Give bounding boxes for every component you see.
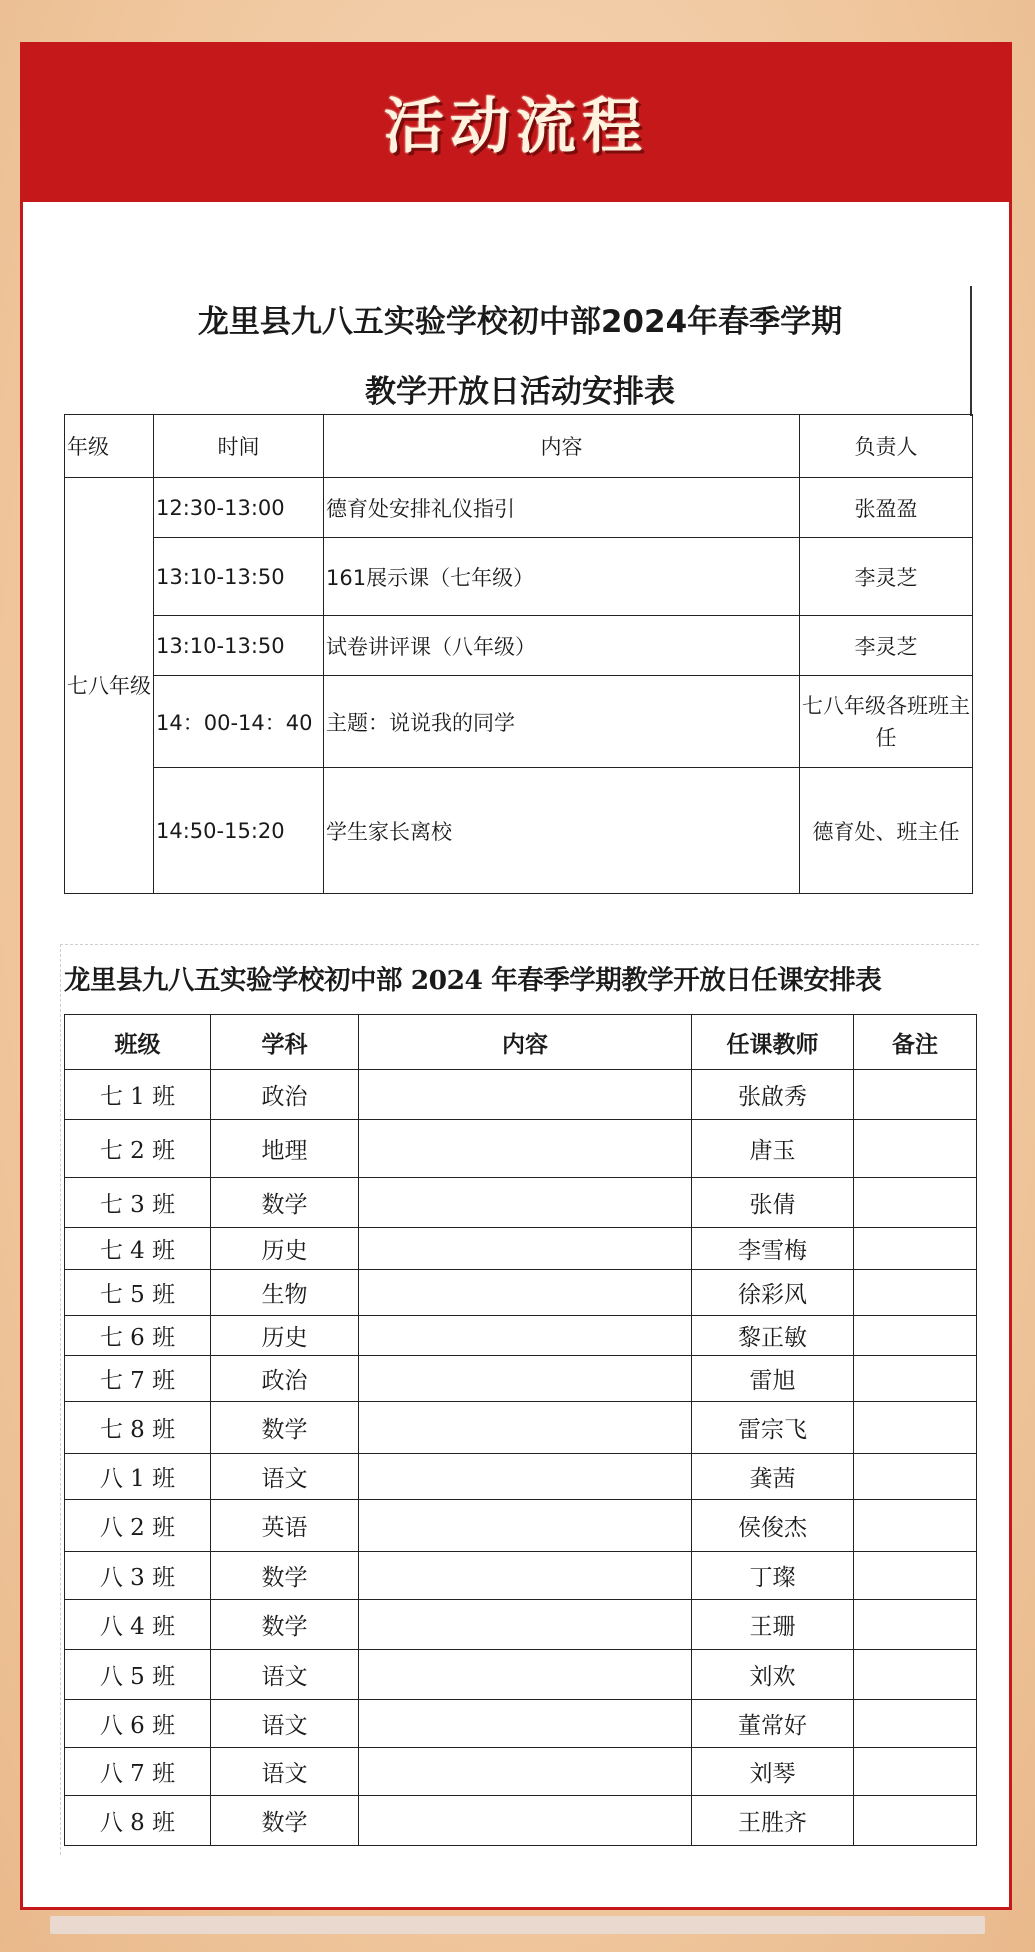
table2-row <box>65 1700 977 1748</box>
table2-teacher: 黎正敏 <box>692 1316 854 1356</box>
table2-row <box>65 1454 977 1500</box>
table2-class: 八 3 班 <box>65 1552 211 1600</box>
table2-class: 八 4 班 <box>65 1600 211 1650</box>
banner <box>20 42 1012 202</box>
table2-content <box>359 1070 692 1120</box>
table2-subject: 语文 <box>211 1650 359 1700</box>
table2-teacher: 丁璨 <box>692 1552 854 1600</box>
table2-teacher: 张倩 <box>692 1178 854 1228</box>
table1-title-line2: 教学开放日活动安排表 <box>365 374 675 410</box>
table2-note <box>854 1552 977 1600</box>
banner-title: 活动流程 <box>384 92 648 162</box>
table1-header-grade: 年级 <box>65 415 154 478</box>
table1-person: 七八年级各班班主任 <box>800 676 973 768</box>
table1-time: 14:50-15:20 <box>154 768 324 894</box>
table2-content <box>359 1500 692 1552</box>
activity-schedule-table <box>64 414 973 894</box>
table2-row <box>65 1402 977 1454</box>
table2-note <box>854 1500 977 1552</box>
table2-teacher: 李雪梅 <box>692 1228 854 1270</box>
table2-class: 七 1 班 <box>65 1070 211 1120</box>
table2-row <box>65 1356 977 1402</box>
table2-note <box>854 1454 977 1500</box>
table2-teacher: 刘琴 <box>692 1748 854 1796</box>
table2-teacher: 龚茜 <box>692 1454 854 1500</box>
table2-note <box>854 1356 977 1402</box>
table2-title: 龙里县九八五实验学校初中部 2024 年春季学期教学开放日任课安排表 <box>64 965 882 996</box>
table2-class: 八 2 班 <box>65 1500 211 1552</box>
table2-class: 七 8 班 <box>65 1402 211 1454</box>
table1-header-content: 内容 <box>324 415 800 478</box>
table2-header-class: 班级 <box>65 1015 211 1070</box>
table2-subject: 历史 <box>211 1228 359 1270</box>
table2-header-teacher: 任课教师 <box>692 1015 854 1070</box>
table2-content <box>359 1796 692 1846</box>
table2-class: 七 5 班 <box>65 1270 211 1316</box>
table2-content <box>359 1700 692 1748</box>
table1-header-row <box>65 415 973 478</box>
table2-teacher: 雷旭 <box>692 1356 854 1402</box>
table1-time: 12:30-13:00 <box>154 478 324 538</box>
table2-note <box>854 1120 977 1178</box>
table2-class: 八 8 班 <box>65 1796 211 1846</box>
table2-note <box>854 1650 977 1700</box>
table2-subject: 数学 <box>211 1552 359 1600</box>
table2-row <box>65 1316 977 1356</box>
table2-note <box>854 1796 977 1846</box>
table2-teacher: 侯俊杰 <box>692 1500 854 1552</box>
table2-teacher: 雷宗飞 <box>692 1402 854 1454</box>
table2-note <box>854 1700 977 1748</box>
table2-content <box>359 1270 692 1316</box>
table2-subject: 历史 <box>211 1316 359 1356</box>
table2-row <box>65 1120 977 1178</box>
table2-teacher: 王珊 <box>692 1600 854 1650</box>
table2-note <box>854 1178 977 1228</box>
table2-note <box>854 1748 977 1796</box>
table2-content <box>359 1552 692 1600</box>
table1-person: 李灵芝 <box>800 616 973 676</box>
table2-header-note: 备注 <box>854 1015 977 1070</box>
table1-person: 德育处、班主任 <box>800 768 973 894</box>
table1-content: 学生家长离校 <box>324 768 800 894</box>
table2-row <box>65 1228 977 1270</box>
table2-row <box>65 1178 977 1228</box>
table2-class: 七 3 班 <box>65 1178 211 1228</box>
table1-time: 14：00-14：40 <box>154 676 324 768</box>
table2-note <box>854 1070 977 1120</box>
table2-teacher: 刘欢 <box>692 1650 854 1700</box>
table1-person: 李灵芝 <box>800 538 973 616</box>
table2-content <box>359 1600 692 1650</box>
table2-subject: 地理 <box>211 1120 359 1178</box>
table1-time: 13:10-13:50 <box>154 616 324 676</box>
table2-subject: 数学 <box>211 1600 359 1650</box>
table2-teacher: 张啟秀 <box>692 1070 854 1120</box>
bottom-strip <box>50 1916 985 1934</box>
table2-row <box>65 1270 977 1316</box>
table2-content <box>359 1228 692 1270</box>
table1-row <box>65 538 973 616</box>
table2-row <box>65 1600 977 1650</box>
table2-row <box>65 1552 977 1600</box>
table2-class: 七 6 班 <box>65 1316 211 1356</box>
table2-teacher: 徐彩风 <box>692 1270 854 1316</box>
table2-row <box>65 1650 977 1700</box>
table1-content: 161展示课（七年级） <box>324 538 800 616</box>
table2-subject: 数学 <box>211 1402 359 1454</box>
table2-content <box>359 1650 692 1700</box>
table2-class: 八 6 班 <box>65 1700 211 1748</box>
teacher-assignment-table <box>64 1014 977 1846</box>
table2-subject: 数学 <box>211 1178 359 1228</box>
table2-class: 七 4 班 <box>65 1228 211 1270</box>
table2-subject: 政治 <box>211 1070 359 1120</box>
table2-subject: 语文 <box>211 1454 359 1500</box>
table2-content <box>359 1316 692 1356</box>
table1-time: 13:10-13:50 <box>154 538 324 616</box>
table2-row <box>65 1748 977 1796</box>
table2-row <box>65 1070 977 1120</box>
table2-header-row <box>65 1015 977 1070</box>
table1-content: 主题：说说我的同学 <box>324 676 800 768</box>
table2-class: 八 7 班 <box>65 1748 211 1796</box>
table1-row <box>65 676 973 768</box>
table2-note <box>854 1402 977 1454</box>
table2-header-content: 内容 <box>359 1015 692 1070</box>
table2-teacher: 唐玉 <box>692 1120 854 1178</box>
table1-header-time: 时间 <box>154 415 324 478</box>
table2-teacher: 董常好 <box>692 1700 854 1748</box>
table1-row <box>65 616 973 676</box>
table1-header-person: 负责人 <box>800 415 973 478</box>
table1-row <box>65 478 973 538</box>
table2-class: 七 7 班 <box>65 1356 211 1402</box>
table2-class: 七 2 班 <box>65 1120 211 1178</box>
table2-subject: 政治 <box>211 1356 359 1402</box>
table2-note <box>854 1600 977 1650</box>
table2-header-subject: 学科 <box>211 1015 359 1070</box>
table2-subject: 语文 <box>211 1700 359 1748</box>
table1-person: 张盈盈 <box>800 478 973 538</box>
table1-title-line1: 龙里县九八五实验学校初中部2024年春季学期 <box>197 304 843 340</box>
table2-subject: 数学 <box>211 1796 359 1846</box>
table2-subject: 生物 <box>211 1270 359 1316</box>
table2-class: 八 1 班 <box>65 1454 211 1500</box>
table2-content <box>359 1454 692 1500</box>
table1-content: 德育处安排礼仪指引 <box>324 478 800 538</box>
table2-teacher: 王胜齐 <box>692 1796 854 1846</box>
table2-note <box>854 1316 977 1356</box>
table2-subject: 英语 <box>211 1500 359 1552</box>
table2-content <box>359 1178 692 1228</box>
table2-content <box>359 1356 692 1402</box>
table2-subject: 语文 <box>211 1748 359 1796</box>
table2-class: 八 5 班 <box>65 1650 211 1700</box>
table2-row <box>65 1796 977 1846</box>
table1-content: 试卷讲评课（八年级） <box>324 616 800 676</box>
table2-content <box>359 1748 692 1796</box>
table2-content <box>359 1402 692 1454</box>
table2-note <box>854 1270 977 1316</box>
table2-row <box>65 1500 977 1552</box>
table1-row <box>65 768 973 894</box>
table2-note <box>854 1228 977 1270</box>
table2-content <box>359 1120 692 1178</box>
table1-grade-cell: 七八年级 <box>65 478 154 894</box>
